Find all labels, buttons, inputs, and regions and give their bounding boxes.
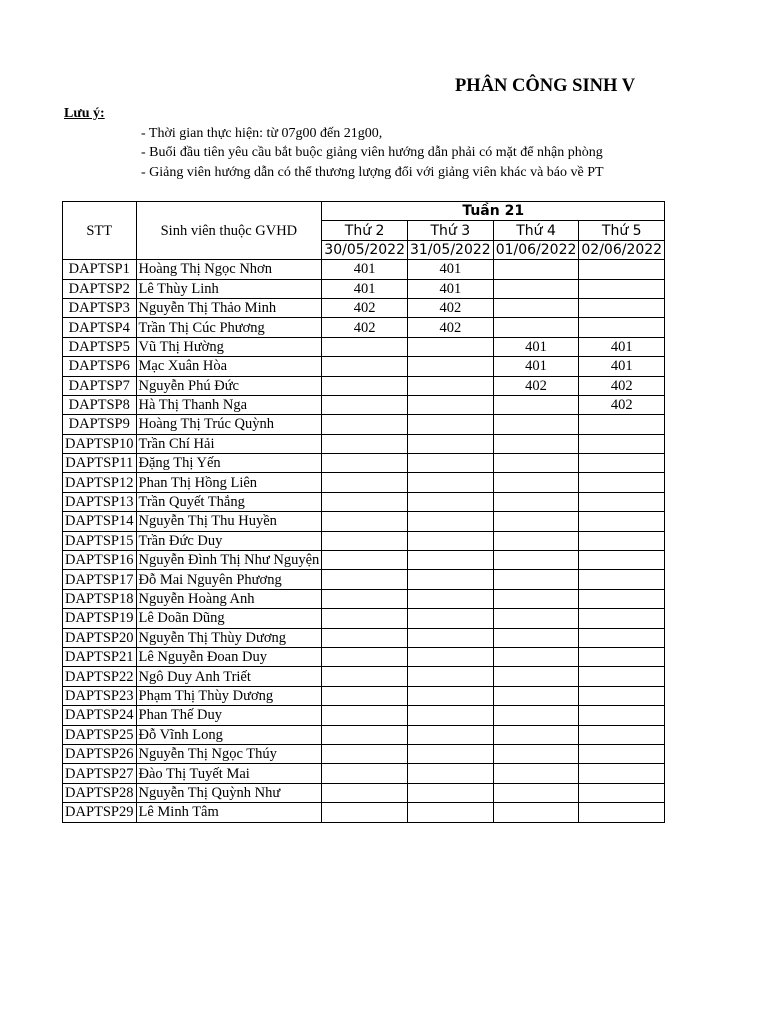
row-stt: DAPTSP2	[63, 279, 137, 298]
row-day-4-room	[579, 647, 665, 666]
row-day-3-room	[493, 647, 579, 666]
row-day-1-room	[322, 357, 408, 376]
row-day-3-room	[493, 783, 579, 802]
row-day-2-room	[407, 667, 493, 686]
row-day-3-room	[493, 725, 579, 744]
table-row	[63, 279, 665, 298]
row-day-4-room: 401	[579, 337, 665, 356]
row-day-3-room	[493, 570, 579, 589]
row-day-3-room: 401	[493, 337, 579, 356]
row-stt: DAPTSP23	[63, 686, 137, 705]
table-row	[63, 337, 665, 356]
header-student: Sinh viên thuộc GVHD	[136, 202, 322, 260]
row-stt: DAPTSP25	[63, 725, 137, 744]
row-day-4-room	[579, 628, 665, 647]
row-day-1-room	[322, 492, 408, 511]
row-day-2-room	[407, 570, 493, 589]
row-student-name: Đặng Thị Yến	[136, 454, 322, 473]
row-stt: DAPTSP15	[63, 531, 137, 550]
row-stt: DAPTSP14	[63, 512, 137, 531]
row-stt: DAPTSP4	[63, 318, 137, 337]
row-day-4-room	[579, 764, 665, 783]
row-stt: DAPTSP24	[63, 706, 137, 725]
note-line-3: - Giảng viên hướng dẫn có thể thương lượng đổi với giảng viên khác và báo về PT	[141, 165, 604, 180]
row-day-1-room	[322, 473, 408, 492]
row-day-3-room	[493, 415, 579, 434]
row-student-name: Trần Quyết Thắng	[136, 492, 322, 511]
row-stt: DAPTSP22	[63, 667, 137, 686]
row-day-1-room	[322, 589, 408, 608]
row-day-3-room	[493, 764, 579, 783]
row-day-4-room	[579, 570, 665, 589]
row-day-3-room	[493, 318, 579, 337]
row-day-1-room: 401	[322, 260, 408, 279]
table-row	[63, 415, 665, 434]
row-stt: DAPTSP17	[63, 570, 137, 589]
row-day-3-room	[493, 551, 579, 570]
row-day-2-room	[407, 706, 493, 725]
row-day-3-room: 402	[493, 376, 579, 395]
row-day-1-room	[322, 744, 408, 763]
row-day-2-room	[407, 434, 493, 453]
table-row	[63, 783, 665, 802]
table-row	[63, 628, 665, 647]
row-day-2-room: 402	[407, 298, 493, 317]
table-row	[63, 531, 665, 550]
table-row	[63, 551, 665, 570]
row-student-name: Nguyễn Thị Ngọc Thúy	[136, 744, 322, 763]
header-stt: STT	[63, 202, 137, 260]
row-student-name: Đỗ Vĩnh Long	[136, 725, 322, 744]
table-row	[63, 376, 665, 395]
row-day-2-room	[407, 609, 493, 628]
row-day-4-room	[579, 725, 665, 744]
row-student-name: Lê Minh Tâm	[136, 803, 322, 822]
row-student-name: Trần Đức Duy	[136, 531, 322, 550]
table-row	[63, 434, 665, 453]
row-day-2-room	[407, 764, 493, 783]
row-stt: DAPTSP26	[63, 744, 137, 763]
row-day-3-room	[493, 492, 579, 511]
row-student-name: Hoàng Thị Trúc Quỳnh	[136, 415, 322, 434]
note-line-2: - Buổi đầu tiên yêu cầu bắt buộc giảng viên hướng dẫn phải có mặt để nhận phòng	[141, 145, 603, 160]
row-day-3-room	[493, 298, 579, 317]
row-student-name: Phạm Thị Thùy Dương	[136, 686, 322, 705]
row-stt: DAPTSP6	[63, 357, 137, 376]
row-day-1-room	[322, 628, 408, 647]
page-title: PHÂN CÔNG SINH V	[455, 76, 636, 96]
row-day-1-room	[322, 706, 408, 725]
row-student-name: Nguyễn Hoàng Anh	[136, 589, 322, 608]
row-day-2-room	[407, 628, 493, 647]
row-day-2-room: 401	[407, 260, 493, 279]
row-student-name: Nguyễn Thị Thu Huyền	[136, 512, 322, 531]
row-stt: DAPTSP11	[63, 454, 137, 473]
row-day-3-room	[493, 628, 579, 647]
row-day-2-room	[407, 454, 493, 473]
row-day-2-room	[407, 589, 493, 608]
row-student-name: Mạc Xuân Hòa	[136, 357, 322, 376]
table-row	[63, 686, 665, 705]
row-day-3-room	[493, 434, 579, 453]
row-day-4-room	[579, 260, 665, 279]
row-day-4-room	[579, 609, 665, 628]
row-day-3-room	[493, 744, 579, 763]
row-stt: DAPTSP7	[63, 376, 137, 395]
notes-label: Lưu ý:	[64, 106, 105, 121]
table-row	[63, 492, 665, 511]
header-day-1: Thứ 2	[322, 221, 408, 240]
row-student-name: Phan Thế Duy	[136, 706, 322, 725]
row-stt: DAPTSP3	[63, 298, 137, 317]
row-student-name: Đào Thị Tuyết Mai	[136, 764, 322, 783]
row-day-4-room	[579, 667, 665, 686]
table-body	[63, 260, 665, 822]
schedule-table	[62, 201, 665, 823]
row-day-1-room	[322, 570, 408, 589]
row-day-3-room	[493, 454, 579, 473]
table-row	[63, 357, 665, 376]
row-day-2-room	[407, 415, 493, 434]
row-day-2-room: 401	[407, 279, 493, 298]
row-day-4-room	[579, 551, 665, 570]
row-day-1-room	[322, 647, 408, 666]
row-student-name: Trần Thị Cúc Phương	[136, 318, 322, 337]
row-student-name: Trần Chí Hải	[136, 434, 322, 453]
row-student-name: Lê Nguyễn Đoan Duy	[136, 647, 322, 666]
row-day-1-room	[322, 783, 408, 802]
header-date-1: 30/05/2022	[322, 240, 408, 259]
table-row	[63, 764, 665, 783]
row-day-4-room	[579, 744, 665, 763]
row-day-1-room: 402	[322, 298, 408, 317]
row-stt: DAPTSP18	[63, 589, 137, 608]
row-day-4-room: 402	[579, 376, 665, 395]
row-day-3-room	[493, 260, 579, 279]
row-day-2-room	[407, 337, 493, 356]
row-day-3-room	[493, 706, 579, 725]
row-student-name: Nguyễn Đình Thị Như Nguyện	[136, 551, 322, 570]
row-stt: DAPTSP29	[63, 803, 137, 822]
row-student-name: Hoàng Thị Ngọc Nhơn	[136, 260, 322, 279]
row-student-name: Hà Thị Thanh Nga	[136, 395, 322, 414]
row-day-2-room	[407, 551, 493, 570]
row-day-4-room: 402	[579, 395, 665, 414]
table-row	[63, 570, 665, 589]
row-day-2-room	[407, 803, 493, 822]
table-row	[63, 744, 665, 763]
row-day-4-room	[579, 686, 665, 705]
row-stt: DAPTSP27	[63, 764, 137, 783]
table-row	[63, 667, 665, 686]
row-student-name: Nguyễn Thị Thảo Minh	[136, 298, 322, 317]
row-day-1-room	[322, 376, 408, 395]
row-stt: DAPTSP1	[63, 260, 137, 279]
row-day-3-room	[493, 512, 579, 531]
row-student-name: Đỗ Mai Nguyên Phương	[136, 570, 322, 589]
row-day-4-room	[579, 783, 665, 802]
row-stt: DAPTSP16	[63, 551, 137, 570]
row-stt: DAPTSP19	[63, 609, 137, 628]
row-day-2-room: 402	[407, 318, 493, 337]
table-row	[63, 260, 665, 279]
header-date-4: 02/06/2022	[579, 240, 665, 259]
row-day-4-room	[579, 803, 665, 822]
row-day-4-room	[579, 589, 665, 608]
row-day-3-room	[493, 473, 579, 492]
row-day-1-room	[322, 667, 408, 686]
row-day-2-room	[407, 473, 493, 492]
row-stt: DAPTSP9	[63, 415, 137, 434]
row-student-name: Lê Doãn Dũng	[136, 609, 322, 628]
row-stt: DAPTSP10	[63, 434, 137, 453]
row-day-4-room	[579, 531, 665, 550]
row-day-2-room	[407, 531, 493, 550]
row-day-2-room	[407, 395, 493, 414]
row-day-3-room: 401	[493, 357, 579, 376]
table-row	[63, 589, 665, 608]
table-row	[63, 512, 665, 531]
row-day-2-room	[407, 376, 493, 395]
row-day-3-room	[493, 531, 579, 550]
header-day-2: Thứ 3	[407, 221, 493, 240]
row-stt: DAPTSP28	[63, 783, 137, 802]
row-day-1-room	[322, 725, 408, 744]
row-day-1-room	[322, 434, 408, 453]
table-row	[63, 298, 665, 317]
row-day-4-room	[579, 279, 665, 298]
row-day-3-room	[493, 686, 579, 705]
row-day-1-room	[322, 395, 408, 414]
row-day-1-room	[322, 531, 408, 550]
row-day-1-room: 402	[322, 318, 408, 337]
row-stt: DAPTSP21	[63, 647, 137, 666]
row-day-2-room	[407, 686, 493, 705]
row-stt: DAPTSP20	[63, 628, 137, 647]
header-day-4: Thứ 5	[579, 221, 665, 240]
table-row	[63, 318, 665, 337]
row-stt: DAPTSP8	[63, 395, 137, 414]
row-day-1-room: 401	[322, 279, 408, 298]
row-student-name: Nguyễn Thị Quỳnh Như	[136, 783, 322, 802]
row-day-1-room	[322, 337, 408, 356]
header-date-2: 31/05/2022	[407, 240, 493, 259]
row-day-3-room	[493, 589, 579, 608]
row-day-4-room	[579, 298, 665, 317]
row-day-3-room	[493, 279, 579, 298]
row-day-2-room	[407, 647, 493, 666]
row-day-4-room	[579, 415, 665, 434]
row-day-1-room	[322, 803, 408, 822]
row-day-2-room	[407, 783, 493, 802]
row-student-name: Nguyễn Thị Thùy Dương	[136, 628, 322, 647]
row-student-name: Ngô Duy Anh Triết	[136, 667, 322, 686]
row-day-1-room	[322, 764, 408, 783]
row-day-3-room	[493, 395, 579, 414]
row-stt: DAPTSP13	[63, 492, 137, 511]
row-student-name: Lê Thùy Linh	[136, 279, 322, 298]
row-student-name: Phan Thị Hồng Liên	[136, 473, 322, 492]
header-row-week	[63, 202, 665, 221]
row-day-1-room	[322, 609, 408, 628]
row-day-1-room	[322, 551, 408, 570]
row-day-2-room	[407, 357, 493, 376]
row-day-1-room	[322, 686, 408, 705]
row-day-4-room: 401	[579, 357, 665, 376]
table-row	[63, 473, 665, 492]
row-stt: DAPTSP12	[63, 473, 137, 492]
row-day-4-room	[579, 512, 665, 531]
row-student-name: Nguyễn Phú Đức	[136, 376, 322, 395]
row-day-1-room	[322, 512, 408, 531]
row-student-name: Vũ Thị Hường	[136, 337, 322, 356]
row-day-2-room	[407, 492, 493, 511]
table-row	[63, 725, 665, 744]
note-line-1: - Thời gian thực hiện: từ 07g00 đến 21g00,	[141, 126, 383, 141]
row-day-3-room	[493, 667, 579, 686]
row-day-2-room	[407, 725, 493, 744]
row-day-1-room	[322, 454, 408, 473]
row-day-4-room	[579, 706, 665, 725]
table-row	[63, 706, 665, 725]
row-day-4-room	[579, 492, 665, 511]
table-row	[63, 454, 665, 473]
header-week: Tuần 21	[322, 202, 665, 221]
row-day-4-room	[579, 434, 665, 453]
header-day-3: Thứ 4	[493, 221, 579, 240]
row-day-1-room	[322, 415, 408, 434]
row-day-4-room	[579, 454, 665, 473]
row-day-2-room	[407, 512, 493, 531]
header-date-3: 01/06/2022	[493, 240, 579, 259]
table-row	[63, 609, 665, 628]
row-day-3-room	[493, 609, 579, 628]
row-stt: DAPTSP5	[63, 337, 137, 356]
table-row	[63, 803, 665, 822]
row-day-4-room	[579, 473, 665, 492]
table-row	[63, 395, 665, 414]
row-day-3-room	[493, 803, 579, 822]
table-row	[63, 647, 665, 666]
row-day-4-room	[579, 318, 665, 337]
row-day-2-room	[407, 744, 493, 763]
